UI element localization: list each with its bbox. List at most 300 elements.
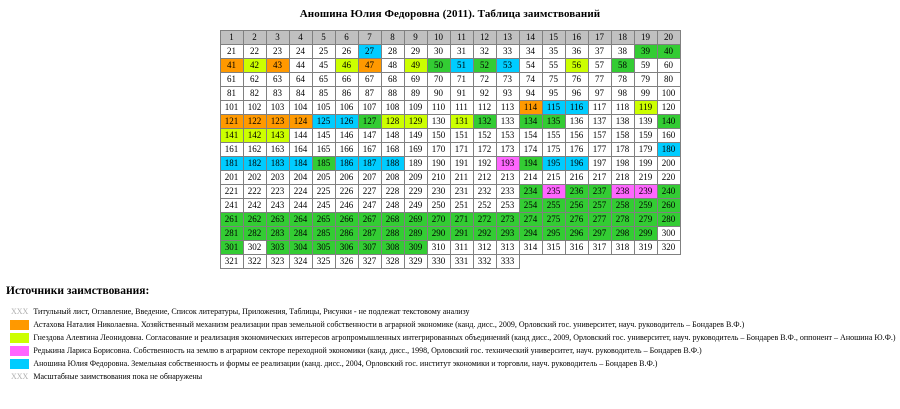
grid-page-cell: 303 <box>266 241 289 255</box>
grid-page-cell: 196 <box>565 157 588 171</box>
grid-page-cell: 156 <box>565 129 588 143</box>
grid-page-cell: 203 <box>266 171 289 185</box>
grid-page-cell: 185 <box>312 157 335 171</box>
grid-page-cell: 48 <box>381 59 404 73</box>
grid-page-cell: 275 <box>542 213 565 227</box>
grid-row <box>220 199 680 213</box>
grid-column-header: 13 <box>496 31 519 45</box>
grid-column-header: 4 <box>289 31 312 45</box>
grid-page-cell: 131 <box>450 115 473 129</box>
grid-page-cell: 85 <box>312 87 335 101</box>
grid-page-cell <box>611 255 634 269</box>
source-legend-item <box>10 346 900 356</box>
grid-row <box>220 59 680 73</box>
grid-page-cell: 204 <box>289 171 312 185</box>
grid-page-cell: 110 <box>427 101 450 115</box>
grid-page-cell: 24 <box>289 45 312 59</box>
grid-page-cell: 21 <box>220 45 243 59</box>
grid-page-cell: 232 <box>473 185 496 199</box>
grid-page-cell: 76 <box>565 73 588 87</box>
grid-page-cell: 269 <box>404 213 427 227</box>
grid-page-cell: 106 <box>335 101 358 115</box>
grid-page-cell: 92 <box>473 87 496 101</box>
grid-page-cell: 151 <box>450 129 473 143</box>
grid-page-cell: 26 <box>335 45 358 59</box>
grid-page-cell: 332 <box>473 255 496 269</box>
grid-page-cell: 188 <box>381 157 404 171</box>
grid-page-cell: 198 <box>611 157 634 171</box>
grid-page-cell: 148 <box>381 129 404 143</box>
grid-page-cell: 149 <box>404 129 427 143</box>
grid-page-cell: 29 <box>404 45 427 59</box>
grid-page-cell: 47 <box>358 59 381 73</box>
grid-page-cell: 238 <box>611 185 634 199</box>
grid-page-cell: 313 <box>496 241 519 255</box>
grid-page-cell: 229 <box>404 185 427 199</box>
grid-page-cell: 41 <box>220 59 243 73</box>
borrowings-grid-container <box>0 30 900 269</box>
grid-page-cell: 116 <box>565 101 588 115</box>
grid-page-cell: 210 <box>427 171 450 185</box>
grid-page-cell: 277 <box>588 213 611 227</box>
grid-page-cell <box>519 255 542 269</box>
grid-page-cell: 86 <box>335 87 358 101</box>
grid-page-cell: 150 <box>427 129 450 143</box>
grid-page-cell: 79 <box>634 73 657 87</box>
grid-page-cell: 100 <box>657 87 680 101</box>
grid-page-cell: 146 <box>335 129 358 143</box>
grid-page-cell: 181 <box>220 157 243 171</box>
grid-page-cell: 63 <box>266 73 289 87</box>
grid-page-cell: 78 <box>611 73 634 87</box>
grid-page-cell: 103 <box>266 101 289 115</box>
grid-page-cell: 330 <box>427 255 450 269</box>
source-legend-item <box>10 307 900 317</box>
grid-page-cell: 280 <box>657 213 680 227</box>
grid-page-cell: 136 <box>565 115 588 129</box>
grid-page-cell: 221 <box>220 185 243 199</box>
grid-page-cell: 46 <box>335 59 358 73</box>
grid-page-cell: 57 <box>588 59 611 73</box>
source-description: Аношина Юлия Федоровна. Земельная собственность и формы ее реализации (канд. дисс., 2004, Орловский гос. институт экономики и торговли, науч. руководитель – Бондарев В.Ф.) <box>33 359 658 368</box>
grid-page-cell: 223 <box>266 185 289 199</box>
grid-row <box>220 101 680 115</box>
grid-page-cell: 132 <box>473 115 496 129</box>
grid-row <box>220 129 680 143</box>
grid-page-cell: 299 <box>634 227 657 241</box>
grid-page-cell: 77 <box>588 73 611 87</box>
grid-page-cell: 157 <box>588 129 611 143</box>
grid-page-cell: 200 <box>657 157 680 171</box>
grid-page-cell: 109 <box>404 101 427 115</box>
grid-page-cell: 96 <box>565 87 588 101</box>
grid-page-cell: 93 <box>496 87 519 101</box>
grid-page-cell: 255 <box>542 199 565 213</box>
source-legend-item <box>10 333 900 343</box>
grid-column-header: 11 <box>450 31 473 45</box>
grid-row <box>220 213 680 227</box>
grid-page-cell: 235 <box>542 185 565 199</box>
color-swatch: ХХХ <box>11 359 29 368</box>
grid-page-cell: 248 <box>381 199 404 213</box>
grid-page-cell: 89 <box>404 87 427 101</box>
grid-page-cell: 161 <box>220 143 243 157</box>
grid-row <box>220 157 680 171</box>
grid-row <box>220 241 680 255</box>
sources-list <box>10 307 900 382</box>
grid-page-cell: 101 <box>220 101 243 115</box>
grid-page-cell: 165 <box>312 143 335 157</box>
grid-page-cell: 162 <box>243 143 266 157</box>
grid-page-cell: 84 <box>289 87 312 101</box>
grid-page-cell: 102 <box>243 101 266 115</box>
grid-page-cell: 53 <box>496 59 519 73</box>
grid-page-cell: 246 <box>335 199 358 213</box>
color-swatch: ХХХ <box>11 320 29 329</box>
grid-page-cell: 254 <box>519 199 542 213</box>
grid-page-cell: 91 <box>450 87 473 101</box>
grid-page-cell: 274 <box>519 213 542 227</box>
grid-page-cell: 321 <box>220 255 243 269</box>
grid-page-cell: 267 <box>358 213 381 227</box>
grid-page-cell: 52 <box>473 59 496 73</box>
source-legend-item <box>10 359 900 369</box>
grid-page-cell: 231 <box>450 185 473 199</box>
grid-column-header: 6 <box>335 31 358 45</box>
grid-page-cell: 62 <box>243 73 266 87</box>
grid-page-cell: 72 <box>473 73 496 87</box>
grid-page-cell: 158 <box>611 129 634 143</box>
grid-page-cell: 54 <box>519 59 542 73</box>
grid-column-header: 19 <box>634 31 657 45</box>
grid-page-cell: 327 <box>358 255 381 269</box>
grid-column-header: 2 <box>243 31 266 45</box>
grid-page-cell: 217 <box>588 171 611 185</box>
grid-page-cell: 219 <box>634 171 657 185</box>
grid-page-cell: 278 <box>611 213 634 227</box>
grid-row <box>220 115 680 129</box>
grid-column-header: 17 <box>588 31 611 45</box>
grid-page-cell: 55 <box>542 59 565 73</box>
grid-page-cell: 333 <box>496 255 519 269</box>
grid-page-cell: 142 <box>243 129 266 143</box>
grid-page-cell: 75 <box>542 73 565 87</box>
grid-page-cell: 324 <box>289 255 312 269</box>
grid-page-cell: 315 <box>542 241 565 255</box>
grid-page-cell: 187 <box>358 157 381 171</box>
grid-page-cell: 49 <box>404 59 427 73</box>
grid-page-cell: 282 <box>243 227 266 241</box>
grid-page-cell: 120 <box>657 101 680 115</box>
grid-page-cell: 322 <box>243 255 266 269</box>
grid-page-cell: 32 <box>473 45 496 59</box>
grid-row <box>220 143 680 157</box>
grid-page-cell: 124 <box>289 115 312 129</box>
grid-page-cell: 326 <box>335 255 358 269</box>
grid-page-cell: 144 <box>289 129 312 143</box>
grid-page-cell: 262 <box>243 213 266 227</box>
grid-page-cell: 73 <box>496 73 519 87</box>
grid-page-cell: 42 <box>243 59 266 73</box>
grid-page-cell: 58 <box>611 59 634 73</box>
grid-page-cell: 56 <box>565 59 588 73</box>
borrowings-grid <box>220 30 681 269</box>
grid-page-cell: 216 <box>565 171 588 185</box>
grid-page-cell: 227 <box>358 185 381 199</box>
grid-page-cell: 233 <box>496 185 519 199</box>
grid-page-cell: 129 <box>404 115 427 129</box>
grid-page-cell: 259 <box>634 199 657 213</box>
grid-page-cell: 288 <box>381 227 404 241</box>
grid-page-cell: 285 <box>312 227 335 241</box>
grid-page-cell: 281 <box>220 227 243 241</box>
grid-page-cell: 39 <box>634 45 657 59</box>
source-description: Астахова Наталия Николаевна. Хозяйственный механизм реализации прав земельной собственности в аграрной экономике (канд. дисс., 2009, Орловский гос. университет, науч. руководитель – Бондарев В.Ф.) <box>33 320 745 329</box>
grid-page-cell: 130 <box>427 115 450 129</box>
grid-page-cell: 236 <box>565 185 588 199</box>
grid-column-header: 18 <box>611 31 634 45</box>
grid-page-cell: 119 <box>634 101 657 115</box>
grid-page-cell: 207 <box>358 171 381 185</box>
grid-page-cell: 311 <box>450 241 473 255</box>
grid-page-cell: 225 <box>312 185 335 199</box>
grid-column-header: 15 <box>542 31 565 45</box>
grid-page-cell: 99 <box>634 87 657 101</box>
grid-page-cell: 177 <box>588 143 611 157</box>
grid-page-cell: 245 <box>312 199 335 213</box>
grid-page-cell <box>542 255 565 269</box>
grid-page-cell: 172 <box>473 143 496 157</box>
grid-page-cell: 331 <box>450 255 473 269</box>
grid-page-cell: 228 <box>381 185 404 199</box>
grid-row <box>220 227 680 241</box>
grid-page-cell: 133 <box>496 115 519 129</box>
grid-page-cell: 304 <box>289 241 312 255</box>
grid-page-cell: 189 <box>404 157 427 171</box>
grid-page-cell: 263 <box>266 213 289 227</box>
grid-column-header: 5 <box>312 31 335 45</box>
source-description: Титульный лист, Оглавление, Введение, Список литературы, Приложения, Таблицы, Рисунки - не подлежат текстовому анализу <box>33 307 470 316</box>
grid-page-cell <box>588 255 611 269</box>
grid-page-cell: 297 <box>588 227 611 241</box>
grid-page-cell: 153 <box>496 129 519 143</box>
grid-page-cell: 266 <box>335 213 358 227</box>
grid-page-cell: 98 <box>611 87 634 101</box>
grid-page-cell: 293 <box>496 227 519 241</box>
grid-page-cell: 249 <box>404 199 427 213</box>
grid-page-cell: 154 <box>519 129 542 143</box>
grid-page-cell: 140 <box>657 115 680 129</box>
grid-page-cell: 66 <box>335 73 358 87</box>
grid-page-cell: 242 <box>243 199 266 213</box>
grid-page-cell: 112 <box>473 101 496 115</box>
grid-page-cell: 312 <box>473 241 496 255</box>
grid-page-cell: 226 <box>335 185 358 199</box>
grid-page-cell: 247 <box>358 199 381 213</box>
grid-header-row <box>220 31 680 45</box>
grid-page-cell: 179 <box>634 143 657 157</box>
grid-page-cell: 199 <box>634 157 657 171</box>
grid-page-cell: 125 <box>312 115 335 129</box>
grid-page-cell: 328 <box>381 255 404 269</box>
grid-page-cell: 127 <box>358 115 381 129</box>
grid-page-cell: 213 <box>496 171 519 185</box>
grid-page-cell: 294 <box>519 227 542 241</box>
grid-page-cell: 138 <box>611 115 634 129</box>
grid-page-cell <box>634 255 657 269</box>
grid-page-cell: 67 <box>358 73 381 87</box>
grid-page-cell: 208 <box>381 171 404 185</box>
grid-page-cell: 23 <box>266 45 289 59</box>
grid-page-cell: 273 <box>496 213 519 227</box>
grid-page-cell: 182 <box>243 157 266 171</box>
grid-page-cell: 137 <box>588 115 611 129</box>
grid-page-cell: 329 <box>404 255 427 269</box>
grid-page-cell: 222 <box>243 185 266 199</box>
grid-page-cell: 31 <box>450 45 473 59</box>
grid-page-cell: 176 <box>565 143 588 157</box>
grid-page-cell: 323 <box>266 255 289 269</box>
grid-page-cell: 209 <box>404 171 427 185</box>
grid-page-cell: 186 <box>335 157 358 171</box>
grid-page-cell: 50 <box>427 59 450 73</box>
grid-page-cell: 168 <box>381 143 404 157</box>
grid-column-header: 10 <box>427 31 450 45</box>
grid-page-cell: 111 <box>450 101 473 115</box>
grid-page-cell: 298 <box>611 227 634 241</box>
grid-page-cell: 83 <box>266 87 289 101</box>
grid-page-cell: 250 <box>427 199 450 213</box>
grid-page-cell: 183 <box>266 157 289 171</box>
grid-page-cell: 190 <box>427 157 450 171</box>
source-legend-item <box>10 320 900 330</box>
grid-row <box>220 87 680 101</box>
grid-page-cell: 306 <box>335 241 358 255</box>
grid-page-cell: 81 <box>220 87 243 101</box>
grid-page-cell: 192 <box>473 157 496 171</box>
grid-page-cell: 215 <box>542 171 565 185</box>
grid-page-cell: 134 <box>519 115 542 129</box>
grid-page-cell: 301 <box>220 241 243 255</box>
grid-column-header: 3 <box>266 31 289 45</box>
grid-page-cell: 258 <box>611 199 634 213</box>
grid-page-cell: 64 <box>289 73 312 87</box>
grid-page-cell: 325 <box>312 255 335 269</box>
grid-page-cell: 320 <box>657 241 680 255</box>
color-swatch: ХХХ <box>11 307 29 316</box>
grid-page-cell: 171 <box>450 143 473 157</box>
grid-page-cell: 214 <box>519 171 542 185</box>
grid-page-cell: 194 <box>519 157 542 171</box>
grid-page-cell: 70 <box>427 73 450 87</box>
grid-column-header: 1 <box>220 31 243 45</box>
grid-page-cell: 25 <box>312 45 335 59</box>
grid-page-cell: 152 <box>473 129 496 143</box>
grid-page-cell: 167 <box>358 143 381 157</box>
grid-page-cell: 107 <box>358 101 381 115</box>
grid-page-cell <box>565 255 588 269</box>
grid-page-cell: 268 <box>381 213 404 227</box>
grid-page-cell: 291 <box>450 227 473 241</box>
grid-page-cell: 261 <box>220 213 243 227</box>
grid-page-cell: 271 <box>450 213 473 227</box>
grid-page-cell: 314 <box>519 241 542 255</box>
grid-page-cell: 117 <box>588 101 611 115</box>
grid-page-cell: 40 <box>657 45 680 59</box>
grid-page-cell: 147 <box>358 129 381 143</box>
grid-page-cell: 290 <box>427 227 450 241</box>
grid-page-cell: 191 <box>450 157 473 171</box>
grid-page-cell: 193 <box>496 157 519 171</box>
grid-row <box>220 185 680 199</box>
grid-page-cell: 141 <box>220 129 243 143</box>
grid-page-cell: 139 <box>634 115 657 129</box>
grid-page-cell: 292 <box>473 227 496 241</box>
sources-heading: Источники заимствования: <box>6 285 150 297</box>
grid-page-cell: 118 <box>611 101 634 115</box>
grid-column-header: 8 <box>381 31 404 45</box>
grid-page-cell: 128 <box>381 115 404 129</box>
grid-page-cell: 197 <box>588 157 611 171</box>
grid-page-cell: 122 <box>243 115 266 129</box>
grid-page-cell: 33 <box>496 45 519 59</box>
grid-page-cell: 94 <box>519 87 542 101</box>
grid-column-header: 7 <box>358 31 381 45</box>
grid-page-cell: 237 <box>588 185 611 199</box>
grid-page-cell: 309 <box>404 241 427 255</box>
grid-page-cell: 82 <box>243 87 266 101</box>
grid-page-cell: 145 <box>312 129 335 143</box>
grid-page-cell: 159 <box>634 129 657 143</box>
grid-page-cell: 230 <box>427 185 450 199</box>
grid-page-cell: 287 <box>358 227 381 241</box>
grid-page-cell: 169 <box>404 143 427 157</box>
grid-row <box>220 171 680 185</box>
grid-page-cell: 240 <box>657 185 680 199</box>
grid-page-cell: 61 <box>220 73 243 87</box>
grid-page-cell <box>657 255 680 269</box>
grid-page-cell: 256 <box>565 199 588 213</box>
grid-page-cell: 286 <box>335 227 358 241</box>
grid-page-cell: 135 <box>542 115 565 129</box>
grid-page-cell: 308 <box>381 241 404 255</box>
page-title: Аношина Юлия Федоровна (2011). Таблица заимствований <box>299 8 601 20</box>
grid-page-cell: 270 <box>427 213 450 227</box>
grid-page-cell: 300 <box>657 227 680 241</box>
grid-row <box>220 45 680 59</box>
grid-page-cell: 114 <box>519 101 542 115</box>
color-swatch: ХХХ <box>11 346 29 355</box>
grid-page-cell: 178 <box>611 143 634 157</box>
source-description: Масштабные заимствования пока не обнаружены <box>33 372 203 381</box>
grid-page-cell: 104 <box>289 101 312 115</box>
grid-page-cell: 318 <box>611 241 634 255</box>
grid-page-cell: 38 <box>611 45 634 59</box>
grid-page-cell: 310 <box>427 241 450 255</box>
grid-page-cell: 202 <box>243 171 266 185</box>
grid-page-cell: 143 <box>266 129 289 143</box>
grid-page-cell: 184 <box>289 157 312 171</box>
grid-page-cell: 87 <box>358 87 381 101</box>
grid-page-cell: 276 <box>565 213 588 227</box>
grid-page-cell: 239 <box>634 185 657 199</box>
grid-page-cell: 252 <box>473 199 496 213</box>
grid-page-cell: 295 <box>542 227 565 241</box>
grid-page-cell: 206 <box>335 171 358 185</box>
grid-page-cell: 205 <box>312 171 335 185</box>
grid-page-cell: 284 <box>289 227 312 241</box>
grid-page-cell: 97 <box>588 87 611 101</box>
